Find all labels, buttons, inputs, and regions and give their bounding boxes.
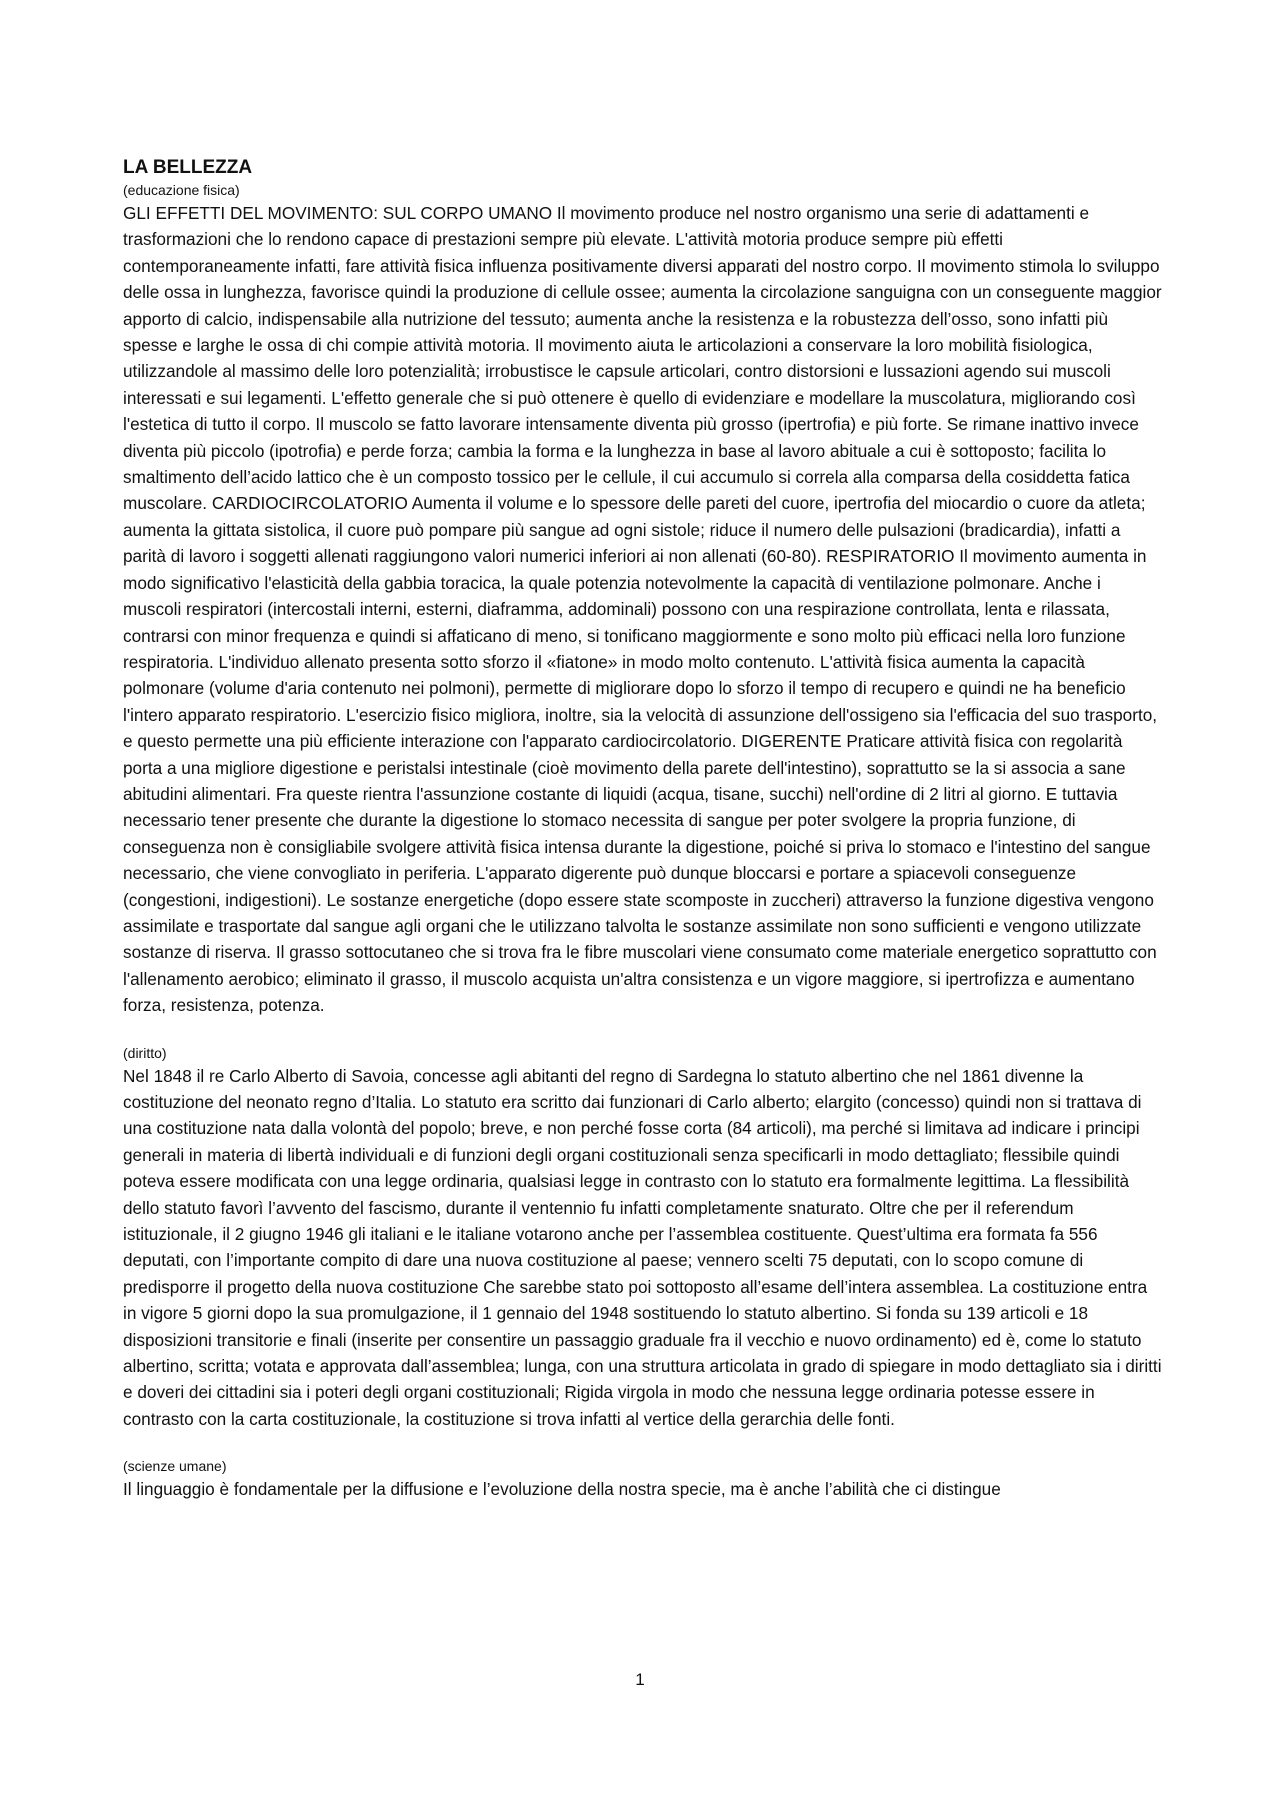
section-scienze-umane	[123, 1456, 1163, 1502]
section-spacer	[123, 1019, 1163, 1043]
section-spacer	[123, 1432, 1163, 1456]
page-number: 1	[635, 1670, 645, 1689]
section-body: Il linguaggio è fondamentale per la diffusione e l’evoluzione della nostra specie, ma è anche l’abilità che ci distingue	[123, 1479, 1001, 1500]
section-tag: (educazione fisica)	[123, 182, 240, 198]
document-title: LA BELLEZZA	[123, 157, 253, 178]
section-tag: (scienze umane)	[123, 1458, 227, 1475]
section-tag: (diritto)	[123, 1044, 167, 1061]
section-body: GLI EFFETTI DEL MOVIMENTO: SUL CORPO UMANO Il movimento produce nel nostro organismo una serie di adattamenti e trasformazioni che lo rendono capace di prestazioni sempre più elevate. L'attività motoria produce sempre più effetti contemporaneamente infatti, fare attività fisica influenza positivamente diversi apparati del nostro corpo. Il movimento stimola lo sviluppo delle ossa in lunghezza, favorisce quindi la produzione di cellule ossee; aumenta la circolazione sanguigna con un conseguente maggior apporto di calcio, indispensabile alla nutrizione del tessuto; aumenta anche la resistenza e la robustezza dell’osso, sono infatti più spesse e larghe le ossa di chi compie attività motoria. Il movimento aiuta le articolazioni a conservare la loro mobilità fisiologica, utilizzandole al massimo delle loro potenzialità; irrobustisce le capsule articolari, contro distorsioni e lussazioni agendo sui muscoli interessati e sui legamenti. L'effetto generale che si può ottenere è quello di evidenziare e modellare la muscolatura, migliorando così l'estetica di tutto il corpo. Il muscolo se fatto lavorare intensamente diventa più grosso (ipertrofia) e più forte. Se rimane inattivo invece diventa più piccolo (ipotrofia) e perde forza; cambia la forma e la lunghezza in base al lavoro abituale a cui è sottoposto; facilita lo smaltimento dell’acido lattico che è un composto tossico per le cellule, il cui accumulo si correla alla comparsa della cosiddetta fatica muscolare. CARDIOCIRCOLATORIO Aumenta il volume e lo spessore delle pareti del cuore, ipertrofia del miocardio o cuore da atleta; aumenta la gittata sistolica, il cuore può pompare più sangue ad ogni sistole; riduce il numero delle pulsazioni (bradicardia), infatti a parità di lavoro i soggetti allenati raggiungono valori numerici inferiori ai non allenati (60-80). RESPIRATORIO Il movimento aumenta in modo significativo l'elasticità della gabbia toracica, la quale potenzia notevolmente la capacità di ventilazione polmonare. Anche i muscoli respiratori (intercostali interni, esterni, diaframma, addominali) possono con una respirazione controllata, lenta e rilassata, contrarsi con minor frequenza e quindi si affaticano di meno, si tonificano maggiormente e sono molto più efficaci nella loro funzione respiratoria. L'individuo allenato presenta sotto sforzo il «fiatone» in modo molto contenuto. L'attività fisica aumenta la capacità polmonare (volume d'aria contenuto nei polmoni), permette di migliorare dopo lo sforzo il tempo di recupero e quindi ne ha beneficio l'intero apparato respiratorio. L'esercizio fisico migliora, inoltre, sia la velocità di assunzione dell'ossigeno sia l'efficacia del suo trasporto, e questo permette una più efficiente interazione con l'apparato cardiocircolatorio. DIGERENTE Praticare attività fisica con regolarità porta a una migliore digestione e peristalsi intestinale (cioè movimento della parete dell'intestino), soprattutto se la si associa a sane abitudini alimentari. Fra queste rientra l'assunzione costante di liquidi (acqua, tisane, succhi) nell'ordine di 2 litri al giorno. E tuttavia necessario tener presente che durante la digestione lo stomaco necessita di sangue per poter svolgere la propria funzione, di conseguenza non è consigliabile svolgere attività fisica intensa durante la digestione, poiché si priva lo stomaco e l'intestino del sangue necessario, che viene convogliato in periferia. L'apparato digerente può dunque bloccarsi e portare a spiacevoli conseguenze (congestioni, indigestioni). Le sostanze energetiche (dopo essere state scomposte in zuccheri) attraverso la funzione digestiva vengono assimilate e trasportate dal sangue agli organi che le utilizzano talvolta le sostanze assimilate non sono sufficienti e vengono utilizzate sostanze di riserva. Il grasso sottocutaneo che si trova fra le fibre muscolari viene consumato come materiale energetico soprattutto con l'allenamento aerobico; eliminato il grasso, il muscolo acquista un'altra consistenza e un vigore maggiore, si ipertrofizza e aumentano forza, resistenza, potenza.	[123, 203, 1162, 1016]
section-body: Nel 1848 il re Carlo Alberto di Savoia, concesse agli abitanti del regno di Sardegna lo statuto albertino che nel 1861 divenne la costituzione del neonato regno d’Italia. Lo statuto era scritto dai funzionari di Carlo alberto; elargito (concesso) quindi non si trattava di una costituzione nata dalla volontà del popolo; breve, e non perché fosse corta (84 articoli), ma perché si limitava ad indicare i principi generali in materia di libertà individuali e di funzioni degli organi costituzionali senza specificarli in modo dettagliato; flessibile quindi poteva essere modificata con una legge ordinaria, qualsiasi legge in contrasto con lo statuto era formalmente legittima. La flessibilità dello statuto favorì l’avvento del fascismo, durante il ventennio fu infatti completamente snaturato. Oltre che per il referendum istituzionale, il 2 giugno 1946 gli italiani e le italiane votarono anche per l’assemblea costituente. Quest’ultima era formata fa 556 deputati, con l’importante compito di dare una nuova costituzione al paese; vennero scelti 75 deputati, con lo scopo comune di predisporre il progetto della nuova costituzione Che sarebbe stato poi sottoposto all’esame dell’intera assemblea. La costituzione entra in vigore 5 giorni dopo la sua promulgazione, il 1 gennaio del 1948 sostituendo lo statuto albertino. Si fonda su 139 articoli e 18 disposizioni transitorie e finali (inserite per consentire un passaggio graduale fra il vecchio e nuovo ordinamento) ed è, come lo statuto albertino, scritta; votata e approvata dall’assemblea; lunga, con una struttura articolata in grado di spiegare in modo dettagliato sia i diritti e doveri dei cittadini sia i poteri degli organi costituzionali; Rigida virgola in modo che nessuna legge ordinaria potesse essere in contrasto con la carta costituzionale, la costituzione si trova infatti al vertice della gerarchia delle fonti.	[123, 1065, 1162, 1429]
section-diritto	[123, 1043, 1163, 1433]
document-page	[123, 156, 1163, 1503]
section-educazione-fisica	[123, 180, 1163, 1019]
